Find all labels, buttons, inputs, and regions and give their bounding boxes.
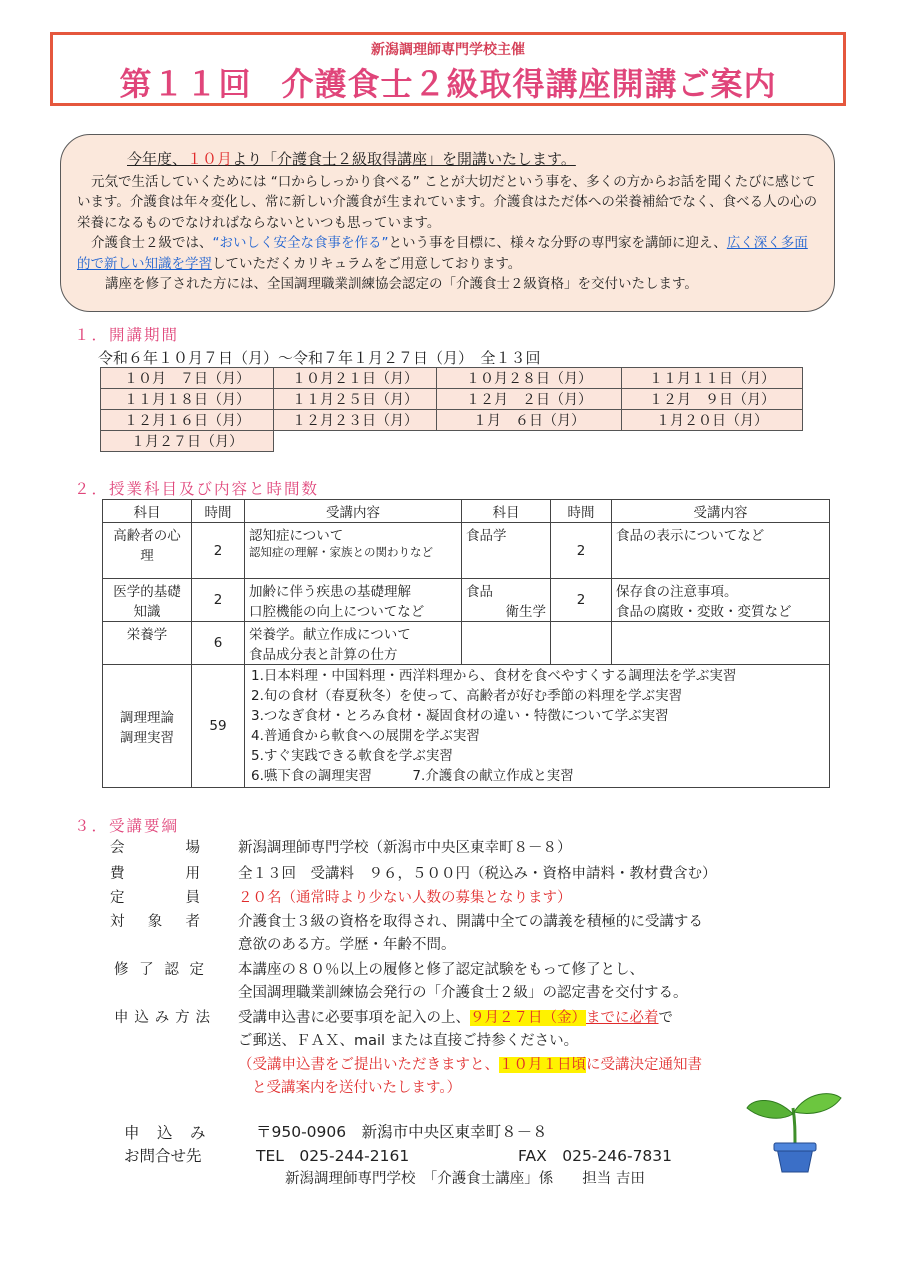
schedule-row bbox=[101, 368, 803, 389]
table-row bbox=[103, 665, 830, 788]
fee-value: 全１３回 受講料 ９６，５００円（税込み・資格申請料・教材費含む） bbox=[238, 866, 717, 882]
course-period: 令和６年１０月７日（月）～令和７年１月２７日（月） 全１３回 bbox=[98, 349, 541, 367]
date-cell: １月２７日（月） bbox=[101, 431, 274, 452]
subject-cell: 高齢者の心理 bbox=[103, 523, 192, 579]
date-cell: １０月２８日（月） bbox=[437, 368, 622, 389]
sponsor-text: 新潟調理師専門学校主催 bbox=[371, 42, 525, 58]
date-cell: １２月２３日（月） bbox=[274, 410, 437, 431]
intro-paragraph-1: 元気で生活していくためには “口からしっかり食べる” ことが大切だという事を、多くの方からお話を聞くたびに感じています。介護食は年々変化し、常に新しい介護食が生まれています。介護食はただ体への栄養補給でなく、食べる人の心の栄養になるものでなければならないといつも思っています。 bbox=[77, 173, 818, 231]
content-cell: 認知症について 認知症の理解・家族との関わりなど bbox=[245, 523, 462, 579]
hours-cell: 2 bbox=[551, 579, 612, 622]
apply-label: 申込み方法 bbox=[114, 1010, 210, 1026]
hours-cell: 2 bbox=[551, 523, 612, 579]
intro-paragraph-3: 講座を修了された方には、全国調理職業訓練協会認定の「介護食士２級資格」を交付いたします。 bbox=[105, 276, 698, 292]
list-item: 3.つなぎ食材・とろみ食材・凝固食材の違い・特徴について学ぶ実習 bbox=[251, 708, 669, 724]
table-header-row bbox=[103, 500, 830, 523]
venue-label: 会 場 bbox=[110, 840, 200, 856]
date-cell: １２月１６日（月） bbox=[101, 410, 274, 431]
apply-value-2: ご郵送、ＦＡＸ、mail または直接ご持参ください。 bbox=[238, 1033, 579, 1049]
content-cell: 加齢に伴う疾患の基礎理解 口腔機能の向上についてなど bbox=[245, 579, 462, 622]
list-item: 4.普通食から軟食への展開を学ぶ実習 bbox=[251, 728, 480, 744]
cooking-content-cell bbox=[245, 665, 830, 788]
target-value-2: 意欲のある方。学歴・年齢不問。 bbox=[238, 937, 456, 953]
list-item: 5.すぐ実践できる軟食を学ぶ実習 bbox=[251, 748, 453, 764]
contact-tel: TEL 025-244-2161 bbox=[256, 1147, 410, 1165]
intro-paragraph-2: 介護食士２級では、“おいしく安全な食事を作る”という事を目標に、様々な分野の専門家を講師に迎え、広く深く多面的で新しい知識を学習していただくカリキュラムをご用意しております。 bbox=[77, 235, 808, 272]
cert-label: 修了認定 bbox=[114, 962, 204, 978]
subject-cell: 食品 衛生学 bbox=[462, 579, 551, 622]
title-main: 介護食士２級取得講座開講ご案内 bbox=[281, 65, 777, 103]
contact-label-2: お問合せ先 bbox=[124, 1147, 202, 1165]
subject-cell: 栄養学 bbox=[103, 622, 192, 665]
column-header: 受講内容 bbox=[245, 500, 462, 523]
cert-value: 本講座の８０％以上の履修と修了認定試験をもって修了とし、 bbox=[238, 962, 644, 978]
column-header: 科目 bbox=[103, 500, 192, 523]
hours-cell: 6 bbox=[192, 622, 245, 665]
subject-cell: 食品学 bbox=[462, 523, 551, 579]
list-item: 1.日本料理・中国料理・西洋料理から、食材を食べやすくする調理法を学ぶ実習 bbox=[251, 668, 737, 684]
contact-fax: FAX 025-246-7831 bbox=[518, 1147, 673, 1165]
title-number: 第１１回 bbox=[119, 65, 252, 103]
date-cell: １０月 ７日（月） bbox=[101, 368, 274, 389]
hours-cell: 2 bbox=[192, 579, 245, 622]
list-item: 2.旬の食材（春夏秋冬）を使って、高齢者が好む季節の料理を学ぶ実習 bbox=[251, 688, 683, 704]
cert-value-2: 全国調理職業訓練協会発行の「介護食士２級」の認定書を交付する。 bbox=[238, 985, 688, 1001]
apply-note-2: と受講案内を送付いたします。） bbox=[252, 1080, 462, 1096]
content-cell: 保存食の注意事項。 食品の腐敗・変敗・変質など bbox=[612, 579, 830, 622]
date-cell: １１月２５日（月） bbox=[274, 389, 437, 410]
intro-lead: 今年度、１０月より「介護食士２級取得講座」を開講いたします。 bbox=[127, 150, 576, 168]
capacity-value: ２０名（通常時より少ない人数の募集となります） bbox=[238, 890, 572, 906]
column-header: 科目 bbox=[462, 500, 551, 523]
hours-cell: 59 bbox=[192, 665, 245, 788]
target-value: 介護食士３級の資格を取得され、開講中全ての講義を積極的に受講する bbox=[238, 914, 703, 930]
column-header: 受講内容 bbox=[612, 500, 830, 523]
date-cell: １１月１８日（月） bbox=[101, 389, 274, 410]
table-row bbox=[103, 622, 830, 665]
section-1-heading: １．開講期間 bbox=[74, 326, 180, 344]
date-cell: １月 ６日（月） bbox=[437, 410, 622, 431]
column-header: 時間 bbox=[192, 500, 245, 523]
apply-note: （受講申込書をご提出いただきますと、１０月１日頃に受講決定通知書 bbox=[238, 1057, 702, 1073]
intro-box bbox=[60, 134, 835, 312]
sprout-pot-icon bbox=[745, 1086, 845, 1178]
schedule-row bbox=[101, 389, 803, 410]
schedule-row bbox=[101, 431, 803, 452]
date-cell: １１月１１日（月） bbox=[622, 368, 803, 389]
venue-value: 新潟調理師専門学校（新潟市中央区東幸町８－８） bbox=[238, 840, 572, 856]
schedule-row bbox=[101, 410, 803, 431]
page-title bbox=[53, 59, 843, 105]
date-cell: １０月２１日（月） bbox=[274, 368, 437, 389]
date-cell: １２月 ２日（月） bbox=[437, 389, 622, 410]
section-3-heading: ３．受講要綱 bbox=[74, 817, 180, 835]
list-item: 6.嚥下食の調理実習 7.介護食の献立作成と実習 bbox=[251, 768, 574, 784]
contact-label-1: 申 込 み bbox=[124, 1124, 207, 1142]
schedule-table bbox=[100, 367, 803, 452]
subject-cell: 調理理論 調理実習 bbox=[103, 665, 192, 788]
content-cell: 食品の表示についてなど bbox=[612, 523, 830, 579]
contact-school: 新潟調理師専門学校 「介護食士講座」係 担当 吉田 bbox=[285, 1171, 645, 1187]
table-row bbox=[103, 579, 830, 622]
section-2-heading: ２．授業科目及び内容と時間数 bbox=[74, 480, 320, 498]
subjects-table bbox=[102, 499, 830, 788]
table-row bbox=[103, 523, 830, 579]
date-cell: １月２０日（月） bbox=[622, 410, 803, 431]
hours-cell: 2 bbox=[192, 523, 245, 579]
apply-value: 受講申込書に必要事項を記入の上、９月２７日（金）までに必着で bbox=[238, 1010, 673, 1026]
fee-label: 費 用 bbox=[110, 866, 200, 882]
capacity-label: 定 員 bbox=[110, 890, 200, 906]
column-header: 時間 bbox=[551, 500, 612, 523]
header-box bbox=[50, 32, 846, 106]
target-label: 対 象 者 bbox=[110, 914, 200, 930]
subject-cell: 医学的基礎知識 bbox=[103, 579, 192, 622]
content-cell: 栄養学。献立作成について 食品成分表と計算の仕方 bbox=[245, 622, 462, 665]
date-cell: １２月 ９日（月） bbox=[622, 389, 803, 410]
contact-address: 〒950-0906 新潟市中央区東幸町８－８ bbox=[256, 1123, 548, 1141]
outline-block bbox=[110, 834, 830, 1104]
